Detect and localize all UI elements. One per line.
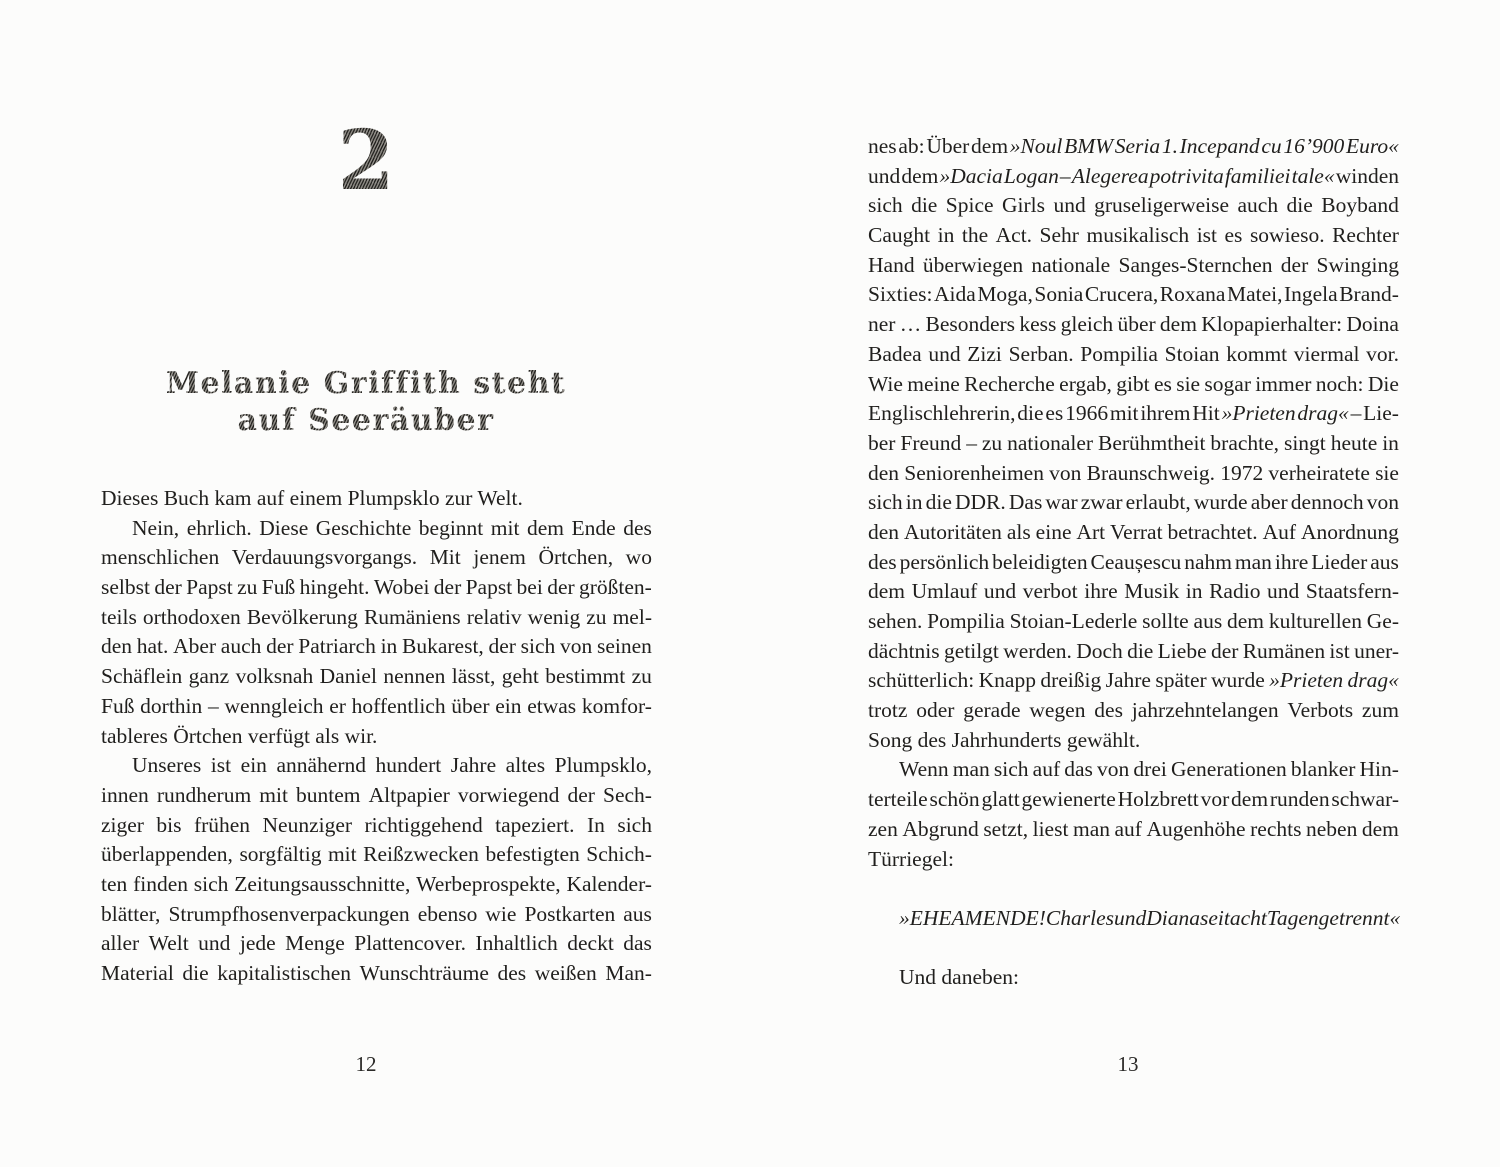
chapter-title-line-2: auf Seeräuber <box>237 402 495 438</box>
text-line: nes ab: Über dem »Noul BMW Seria 1. Incepand cu 16’900 Euro« <box>868 134 1399 158</box>
page-number-left: 12 <box>355 1052 377 1076</box>
text-line: sehen. Pompilia Stoian-Lederle sollte aus dem kulturellen Ge- <box>868 609 1399 633</box>
text-line: den Autoritäten als eine Art Verrat betrachtet. Auf Anordnung <box>868 519 1399 544</box>
text-line: den hat. Aber auch der Patriarch in Bukarest, der sich von seinen <box>101 634 652 659</box>
text-line: teils orthodoxen Bevölkerung Rumäniens relativ wenig zu mel- <box>101 604 652 629</box>
text-line: aller Welt und jede Menge Plattencover. Inhaltlich deckt das <box>101 931 652 956</box>
text-line: menschlichen Verdauungsvorgangs. Mit jenem Örtchen, wo <box>101 545 652 570</box>
text-line: »EHE AM ENDE! Charles und Diana seit acht Tagen getrennt« <box>899 905 1401 930</box>
text-line: Wenn man sich auf das von drei Generationen blanker Hin- <box>899 757 1399 782</box>
text-line: blätter, Strumpfhosenverpackungen ebenso wie Postkarten aus <box>101 901 652 926</box>
chapter-number: 2 <box>90 120 642 202</box>
text-line: Unseres ist ein annähernd hundert Jahre altes Plumpsklo, <box>132 753 652 778</box>
text-line: Badea und Zizi Serban. Pompilia Stoian kommt viermal vor. <box>868 341 1399 366</box>
text-line: Fuß dorthin – wenngleich er hoffentlich über ein etwas komfor- <box>101 693 652 718</box>
text-line: Caught in the Act. Sehr musikalisch ist es sowieso. Rechter <box>868 223 1399 248</box>
text-line: Hand überwiegen nationale Sanges-Sternchen der Swinging <box>868 252 1399 277</box>
text-line: dächtnis getilgt werden. Doch die Liebe der Rumänen ist uner- <box>868 638 1399 663</box>
text-line: ner … Besonders kess gleich über dem Klopapierhalter: Doina <box>868 312 1399 337</box>
text-line: sich die Spice Girls und gruseligerweise auch die Boyband <box>868 193 1399 218</box>
text-line <box>868 874 1399 904</box>
text-line: Nein, ehrlich. Diese Geschichte beginnt mit dem Ende des <box>132 515 652 540</box>
chapter-title <box>90 366 642 439</box>
body-text-right <box>868 132 1399 993</box>
text-line: ziger bis frühen Neunziger richtiggehend tapeziert. In sich <box>101 812 652 837</box>
text-line: dem Umlauf und verbot ihre Musik in Radio und Staatsfern- <box>868 579 1399 604</box>
text-line: Material die kapitalistischen Wunschträume des weißen Man- <box>101 961 652 985</box>
text-line: trotz oder gerade wegen des jahrzehntelangen Verbots zum <box>868 698 1399 723</box>
text-line: überlappenden, sorgfältig mit Reißzwecken befestigten Schich- <box>101 842 652 867</box>
text-line: Und daneben: <box>899 965 1020 990</box>
text-line: terteile schön glatt gewienerte Holzbrett vor dem runden schwar- <box>868 787 1399 812</box>
text-line: des persönlich beleidigten Ceaușescu nahm man ihre Lieder aus <box>868 549 1399 574</box>
text-line: ber Freund – zu nationaler Berühmtheit brachte, singt heute in <box>868 430 1399 455</box>
page-number-right: 13 <box>1117 1052 1139 1076</box>
text-line: Wie meine Recherche ergab, gibt es sie sogar immer noch: Die <box>868 371 1399 396</box>
text-line: tableres Örtchen verfügt als wir. <box>101 723 378 748</box>
text-line: sich in die DDR. Das war zwar erlaubt, wurde aber dennoch von <box>868 490 1399 515</box>
text-line: schütterlich: Knapp dreißig Jahre später wurde »Prieten drag« <box>868 668 1399 693</box>
text-line: den Seniorenheimen von Braunschweig. 1972 verheiratete sie <box>868 460 1399 485</box>
text-line <box>868 934 1399 964</box>
text-line: Dieses Buch kam auf einem Plumpsklo zur Welt. <box>101 486 523 510</box>
text-line: Englischlehrerin, die es 1966 mit ihrem Hit »Prieten drag« – Lie- <box>868 401 1399 426</box>
text-line: Schäflein ganz volksnah Daniel nennen lässt, geht bestimmt zu <box>101 664 652 689</box>
text-line: innen rundherum mit buntem Altpapier vorwiegend der Sech- <box>101 782 652 807</box>
text-line: Türriegel: <box>868 846 954 871</box>
text-line: selbst der Papst zu Fuß hingeht. Wobei der Papst bei der größten- <box>101 575 652 600</box>
text-line: und dem »Dacia Logan – Alegerea potrivita familiei tale« winden <box>868 163 1399 188</box>
body-text-left <box>101 484 652 989</box>
text-line: zen Abgrund setzt, liest man auf Augenhöhe rechts neben dem <box>868 816 1399 841</box>
text-line: ten finden sich Zeitungsausschnitte, Werbeprospekte, Kalender- <box>101 871 652 896</box>
text-line: Sixties: Aida Moga, Sonia Crucera, Roxana Matei, Ingela Brand- <box>868 282 1399 307</box>
text-line: Song des Jahrhunderts gewählt. <box>868 727 1141 752</box>
chapter-title-line-1: Melanie Griffith steht <box>165 366 567 401</box>
